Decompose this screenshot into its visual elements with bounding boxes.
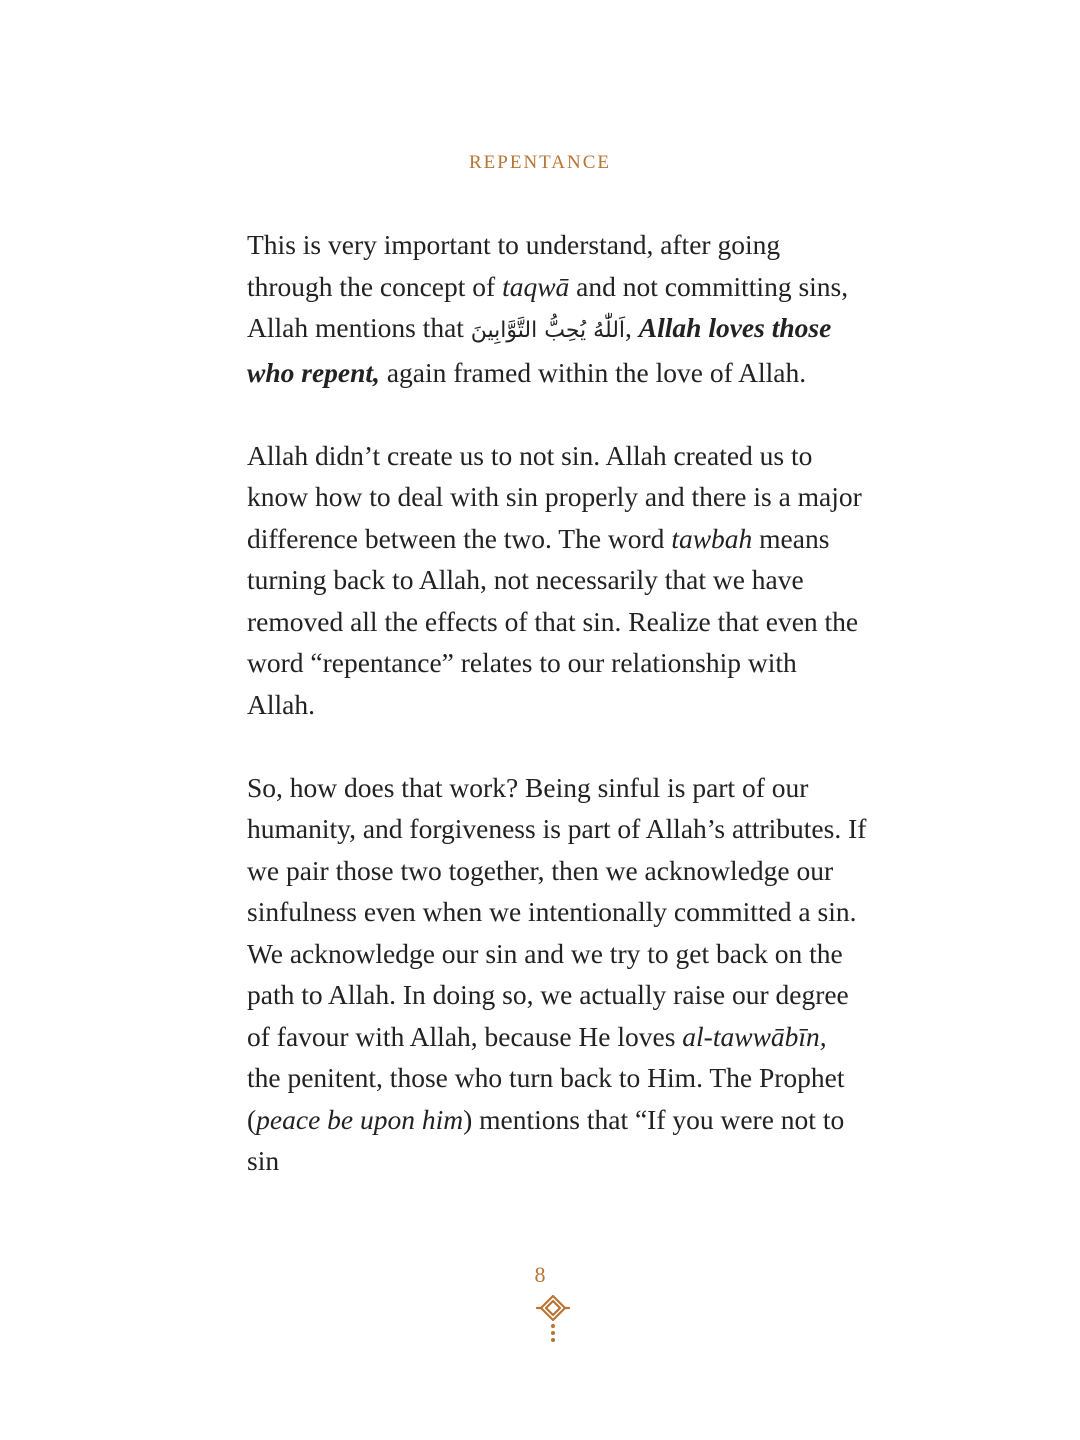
segment-italic: tawbah xyxy=(671,522,753,554)
segment-bold-italic: Allah loves those who repent, xyxy=(247,312,832,388)
paragraph-2 xyxy=(247,435,867,726)
running-head: REPENTANCE xyxy=(469,152,611,173)
segment: the penitent, those who turn back to Him. The Prophet ( xyxy=(247,1062,845,1135)
segment: So, how does that work? Being sinful is part of our humanity, and forgiveness is part of Allah’s attributes. If we pair those two together, then we acknowledge our sinfulness even when we intentionally committed a sin. We acknowledge our sin and we try to get back on the path to Allah. In doing so, we actually raise our degree of favour with Allah, because He loves xyxy=(247,771,867,1052)
segment: , xyxy=(625,312,639,343)
diamond-flourish-icon xyxy=(528,1294,578,1344)
page-number: 8 xyxy=(534,1262,546,1287)
paragraph-3 xyxy=(247,767,867,1182)
segment: and not committing sins, Allah mentions that xyxy=(247,270,849,343)
segment-italic: peace be upon him xyxy=(256,1103,464,1135)
segment: ) mentions that “If you were not to sin xyxy=(247,1103,845,1176)
segment: again framed within the love of Allah. xyxy=(379,356,807,388)
segment-italic: al-tawwābīn, xyxy=(682,1020,827,1052)
segment: This is very important to understand, after going through the concept of xyxy=(247,229,781,302)
paragraph-1 xyxy=(247,224,867,393)
arabic-verse: اَللّٰهُ يُحِبُّ التَّوَّابِينَ xyxy=(470,318,626,343)
segment: means turning back to Allah, not necessarily that we have removed all the effects of that sin. Realize that even the word “repentance” relates to our relationship with Allah. xyxy=(247,522,859,720)
body-text xyxy=(247,224,867,1223)
segment: Allah didn’t create us to not sin. Allah created us to know how to deal with sin properly and there is a major difference between the two. The word xyxy=(247,439,862,554)
segment-italic: taqwā xyxy=(502,270,570,302)
